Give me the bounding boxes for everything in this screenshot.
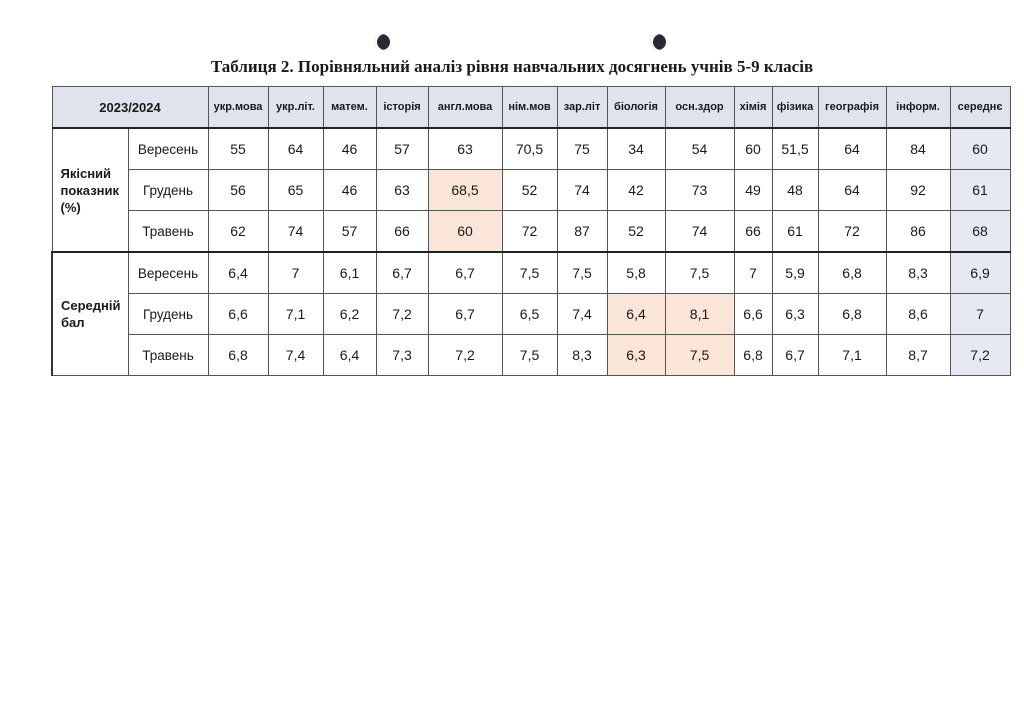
- table-cell: 7,5: [502, 335, 557, 376]
- table-cell: 7,2: [376, 294, 428, 335]
- table-cell: 7,1: [268, 294, 323, 335]
- average-cell: 7,2: [950, 335, 1010, 376]
- table-cell: 6,5: [502, 294, 557, 335]
- table-cell: 49: [734, 170, 772, 211]
- table-cell: 63: [376, 170, 428, 211]
- column-header: осн.здор: [665, 87, 734, 129]
- month-cell: Травень: [128, 335, 208, 376]
- table-cell: 6,7: [428, 252, 502, 294]
- column-header: матем.: [323, 87, 376, 129]
- table-row: [52, 128, 1010, 170]
- table-cell: 74: [665, 211, 734, 253]
- table-cell: 8,6: [886, 294, 950, 335]
- table-cell: 55: [208, 128, 268, 170]
- average-cell: 60: [950, 128, 1010, 170]
- table-cell: 46: [323, 128, 376, 170]
- table-cell: 6,8: [734, 335, 772, 376]
- highlighted-cell: 60: [428, 211, 502, 253]
- table-cell: 64: [268, 128, 323, 170]
- table-cell: 52: [502, 170, 557, 211]
- table-cell: 42: [607, 170, 665, 211]
- table-cell: 6,6: [208, 294, 268, 335]
- table-cell: 52: [607, 211, 665, 253]
- table-cell: 84: [886, 128, 950, 170]
- column-header: нім.мов: [502, 87, 557, 129]
- average-cell: 61: [950, 170, 1010, 211]
- table-cell: 6,4: [208, 252, 268, 294]
- year-header: 2023/2024: [52, 87, 208, 129]
- punch-hole-left: [374, 34, 390, 50]
- table-cell: 65: [268, 170, 323, 211]
- column-header: укр.мова: [208, 87, 268, 129]
- row-group-label: Середній бал: [52, 252, 128, 376]
- highlighted-cell: 7,5: [665, 335, 734, 376]
- table-cell: 72: [818, 211, 886, 253]
- average-cell: 68: [950, 211, 1010, 253]
- month-cell: Грудень: [128, 294, 208, 335]
- table-row: [52, 170, 1010, 211]
- table-row: [52, 335, 1010, 376]
- table-cell: 8,3: [886, 252, 950, 294]
- table-cell: 7,4: [268, 335, 323, 376]
- table-cell: 74: [557, 170, 607, 211]
- table-cell: 51,5: [772, 128, 818, 170]
- month-cell: Грудень: [128, 170, 208, 211]
- column-header: зар.літ: [557, 87, 607, 129]
- table-cell: 66: [376, 211, 428, 253]
- table-cell: 87: [557, 211, 607, 253]
- table-cell: 92: [886, 170, 950, 211]
- column-header: англ.мова: [428, 87, 502, 129]
- header-row: [52, 87, 1010, 129]
- table-row: [52, 294, 1010, 335]
- column-header: інформ.: [886, 87, 950, 129]
- month-cell: Вересень: [128, 128, 208, 170]
- table-cell: 7,5: [557, 252, 607, 294]
- table-cell: 75: [557, 128, 607, 170]
- table-cell: 6,6: [734, 294, 772, 335]
- table-cell: 46: [323, 170, 376, 211]
- table-cell: 64: [818, 128, 886, 170]
- table-cell: 6,8: [818, 294, 886, 335]
- table-cell: 62: [208, 211, 268, 253]
- table-cell: 86: [886, 211, 950, 253]
- table-cell: 73: [665, 170, 734, 211]
- table-cell: 7,5: [665, 252, 734, 294]
- column-header: біологія: [607, 87, 665, 129]
- table-cell: 66: [734, 211, 772, 253]
- table-cell: 72: [502, 211, 557, 253]
- table-cell: 6,7: [772, 335, 818, 376]
- table-cell: 7,2: [428, 335, 502, 376]
- table-cell: 6,8: [818, 252, 886, 294]
- table-row: [52, 211, 1010, 253]
- table-cell: 57: [376, 128, 428, 170]
- table-cell: 6,1: [323, 252, 376, 294]
- table-cell: 7,5: [502, 252, 557, 294]
- column-header: історія: [376, 87, 428, 129]
- highlighted-cell: 68,5: [428, 170, 502, 211]
- table-cell: 61: [772, 211, 818, 253]
- table-cell: 7,1: [818, 335, 886, 376]
- table-cell: 7: [734, 252, 772, 294]
- table-cell: 6,8: [208, 335, 268, 376]
- row-group-label: Якісний показник (%): [52, 128, 128, 252]
- table-cell: 70,5: [502, 128, 557, 170]
- table-cell: 6,3: [772, 294, 818, 335]
- table-cell: 48: [772, 170, 818, 211]
- column-header-average: середнє: [950, 87, 1010, 129]
- highlighted-cell: 8,1: [665, 294, 734, 335]
- table-cell: 5,9: [772, 252, 818, 294]
- table-cell: 8,3: [557, 335, 607, 376]
- average-cell: 7: [950, 294, 1010, 335]
- table-cell: 5,8: [607, 252, 665, 294]
- table-row: [52, 252, 1010, 294]
- table-cell: 6,7: [376, 252, 428, 294]
- column-header: хімія: [734, 87, 772, 129]
- table-cell: 54: [665, 128, 734, 170]
- table-cell: 6,7: [428, 294, 502, 335]
- column-header: фізика: [772, 87, 818, 129]
- table-cell: 57: [323, 211, 376, 253]
- table-cell: 7,3: [376, 335, 428, 376]
- highlighted-cell: 6,3: [607, 335, 665, 376]
- table-cell: 6,4: [323, 335, 376, 376]
- achievement-table: [51, 86, 1011, 376]
- month-cell: Травень: [128, 211, 208, 253]
- month-cell: Вересень: [128, 252, 208, 294]
- table-cell: 8,7: [886, 335, 950, 376]
- table-cell: 34: [607, 128, 665, 170]
- table-cell: 60: [734, 128, 772, 170]
- table-cell: 64: [818, 170, 886, 211]
- table-cell: 7,4: [557, 294, 607, 335]
- table-cell: 6,2: [323, 294, 376, 335]
- document-title: Таблиця 2. Порівняльний аналіз рівня навчальних досягнень учнів 5-9 класів: [210, 57, 814, 76]
- table-cell: 63: [428, 128, 502, 170]
- column-header: географія: [818, 87, 886, 129]
- punch-hole-right: [650, 34, 666, 50]
- average-cell: 6,9: [950, 252, 1010, 294]
- table-cell: 7: [268, 252, 323, 294]
- table-cell: 74: [268, 211, 323, 253]
- highlighted-cell: 6,4: [607, 294, 665, 335]
- table-cell: 56: [208, 170, 268, 211]
- column-header: укр.літ.: [268, 87, 323, 129]
